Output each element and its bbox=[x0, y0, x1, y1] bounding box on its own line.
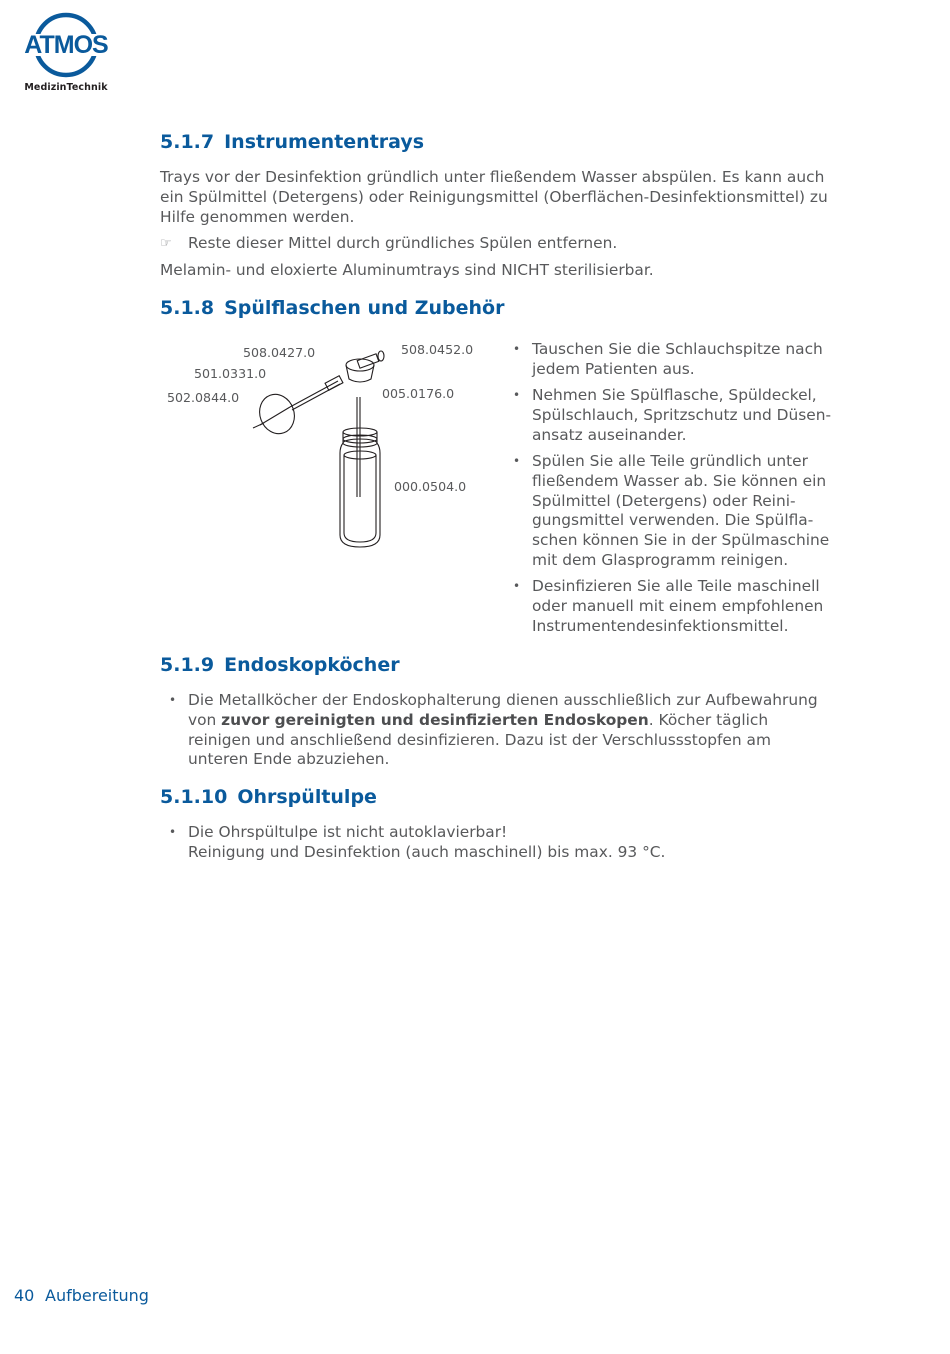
ear-tulip-list bbox=[168, 823, 828, 869]
part-label: 501.0331.0 bbox=[194, 366, 267, 381]
section-heading-5-1-7 bbox=[160, 131, 424, 153]
bullet-glyph: • bbox=[513, 342, 521, 356]
rinse-bottle-figure bbox=[160, 335, 480, 560]
section-number: 5.1.10 bbox=[160, 786, 228, 808]
section-heading-5-1-8 bbox=[160, 297, 504, 319]
part-label: 005.0176.0 bbox=[382, 386, 455, 401]
bullet-glyph: • bbox=[513, 388, 521, 403]
section-heading-5-1-10 bbox=[160, 786, 377, 808]
part-label: 502.0844.0 bbox=[167, 390, 240, 405]
section-title: Endoskopköcher bbox=[224, 654, 400, 676]
part-label: 508.0427.0 bbox=[243, 345, 316, 360]
section-paragraph-2: Melamin- und eloxierte Aluminumtrays sind NICHT sterilisierbar. bbox=[160, 261, 654, 279]
rinse-bottle-steps bbox=[512, 340, 842, 643]
hint-text: Reste dieser Mittel durch gründliches Spülen entfernen. bbox=[188, 234, 618, 252]
list-item: • Die Metallköcher der Endoskophalterung dienen ausschließlich zur Aufbewahrung von zuvor gereinigten und desinfizierten Endoskopen. Köcher täglich reinigen und anschließend desinfizieren. Dazu ist der Verschlussstopfen am unteren Ende abzuziehen. bbox=[169, 691, 818, 769]
endoscope-quiver-list bbox=[168, 691, 828, 777]
list-item: • Nehmen Sie Spülflasche, Spüldeckel, Spülschlauch, Spritzschutz und Düsenansatz auseinander. bbox=[513, 386, 832, 444]
bullet-glyph: • bbox=[513, 453, 521, 468]
list-item: • Spülen Sie alle Teile gründlich unter fließendem Wasser ab. Sie können ein Spülmittel (Detergens) oder Reinigungsmittel verwenden. Die Spülflaschen können Sie in der Spülmaschine mit dem Glasprogramm reinigen. bbox=[513, 451, 830, 569]
section-title: Instrumententrays bbox=[224, 131, 425, 153]
emphasis-text: zuvor gereinigten und desinfizierten Endoskopen bbox=[221, 710, 649, 729]
section-paragraph: Trays vor der Desinfektion gründlich unter fließendem Wasser abspülen. Es kann auch ein Spülmittel (Detergens) oder Reinigungsmittel (Oberflächen-Desinfektionsmittel) zu Hilfe genommen werden. bbox=[160, 168, 828, 226]
section-title: Ohrspültulpe bbox=[237, 786, 377, 808]
section-number: 5.1.9 bbox=[160, 654, 215, 676]
list-item: • Desinfizieren Sie alle Teile maschinell oder manuell mit einem empfohlenen Instrumentendesinfektionsmittel. bbox=[513, 577, 824, 635]
part-label: 508.0452.0 bbox=[401, 342, 474, 357]
logo-text: ATMOS bbox=[24, 31, 108, 59]
list-item: • Tauschen Sie die Schlauchspitze nach jedem Patienten aus. bbox=[513, 340, 823, 378]
bullet-glyph: • bbox=[169, 825, 177, 839]
bullet-glyph: • bbox=[513, 579, 521, 594]
bullet-glyph: • bbox=[169, 693, 177, 707]
section-number: 5.1.7 bbox=[160, 131, 215, 153]
part-label: 000.0504.0 bbox=[394, 479, 467, 494]
list-item: • Die Ohrspültulpe ist nicht autoklavierbar! Reinigung und Desinfektion (auch maschinell) bis max. 93 °C. bbox=[169, 823, 666, 861]
section-number: 5.1.8 bbox=[160, 297, 215, 319]
logo-tagline: MedizinTechnik bbox=[24, 82, 108, 93]
chapter-title: Aufbereitung bbox=[45, 1286, 149, 1305]
section-heading-5-1-9 bbox=[160, 654, 400, 676]
section-title: Spülflaschen und Zubehör bbox=[224, 297, 505, 319]
page-number: 40 bbox=[14, 1286, 35, 1305]
pointing-hand-icon: ☞ bbox=[160, 236, 172, 251]
